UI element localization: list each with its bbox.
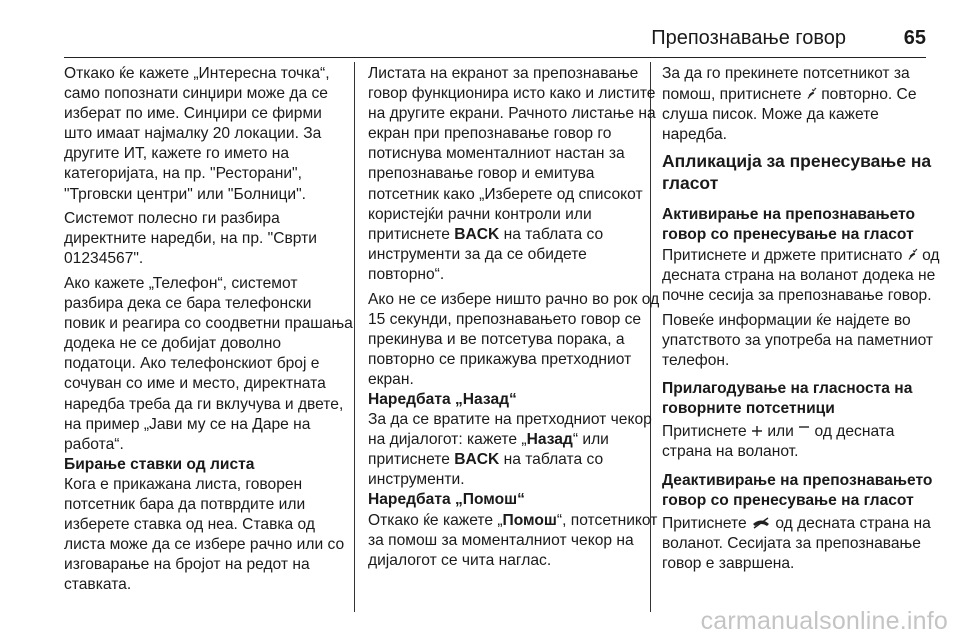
paragraph: Кога е прикажана листа, говорен потсетник бара да потврдите или изберете ставка од неа. Ставка од листа може да се избере рачно или со изговарање на бројот на редот на ставката. (64, 475, 345, 594)
plus-icon (751, 422, 763, 440)
column-middle (368, 64, 660, 575)
nazad-command: Назад (526, 431, 573, 449)
section-heading: Активирање на препознавањето говор со пренесување на гласот (662, 205, 916, 243)
back-key-label: BACK (454, 225, 500, 243)
section-heading: Деактивирање на препознавањето говор со пренесување на гласот (662, 471, 933, 509)
column-right (662, 64, 942, 578)
page-header (64, 24, 926, 58)
watermark: carmanualsonline.info (700, 607, 948, 635)
paragraph: Ако не се избере ништо рачно во рок од 15 секунди, препознавањето говор се прекинува и ве потсетува порака, а повторно се прикажува претходниот екран. (368, 290, 660, 388)
paragraph: Откако ќе кажете „Помош“, потсетникот за помош за моменталниот чекор на дијалогот се чита наглас. (368, 511, 658, 569)
column-divider (354, 62, 355, 612)
minus-icon (798, 422, 810, 440)
paragraph: За да го прекинете потсетникот за помош, притиснете повторно. Се слуша писок. Може да кажете наредба. (662, 65, 917, 144)
paragraph: Откако ќе кажете „Интересна точка“, само попознати синџири може да се изберат по име. Синџири се фирми што имаат најмалку 20 локации. За другите ИТ, кажете го името на категоријата, на пр. "Ресторани", "Трговски центри" или "Болници". (64, 65, 330, 203)
voice-button-icon (907, 246, 918, 264)
section-heading: Наредбата „Назад“ (368, 391, 517, 408)
paragraph: Листата на екранот за препознавање говор функционира исто како и листите на другите екрани. Рачното листање на екран при препознавање говор го потиснува моменталниот настан за препознавање говор и емитува потсетник како „Изберете од списокот користејќи рачни контроли или притиснете BACK на таблата со инструменти за да се обидете повторно“. (368, 65, 656, 283)
page-title: Препознавање говор (651, 27, 846, 49)
column-left (64, 64, 354, 600)
paragraph: Притиснете и држете притиснато од десната страна на воланот додека не почне сесија за препознавање говор. (662, 247, 940, 305)
paragraph: Притиснете или од десната страна на воланот. (662, 423, 895, 461)
header-rule (64, 57, 926, 58)
paragraph: Притиснете од десната страна на воланот. Сесијата за препознавање говор е завршена. (662, 514, 931, 572)
back-key-label: BACK (454, 451, 500, 469)
voice-button-icon (806, 85, 817, 103)
section-heading: Бирање ставки од листа (64, 455, 255, 473)
paragraph: Системот полесно ги разбира директните наредби, на пр. "Сврти 01234567". (64, 210, 317, 268)
hang-up-icon (751, 514, 771, 532)
page-number: 65 (903, 27, 926, 49)
pomosh-command: Помош (502, 511, 557, 529)
paragraph: Повеќе информации ќе најдете во упатството за употреба на паметниот телефон. (662, 311, 934, 370)
section-title: Апликација за пренесување на гласот (662, 150, 932, 193)
section-heading: Наредбата „Помош“ (368, 491, 525, 509)
paragraph: Ако кажете „Телефон“, системот разбира дека се бара телефонски повик и реагира со соодветни прашања додека не се добијат доволно податоци. Ако телефонскиот број е сочуван со име и место, директната наредба треба да ги вклучува и двете, на пример „Јави му се на Даре на работа“. (64, 274, 353, 453)
section-heading: Прилагодување на гласноста на говорните потсетници (662, 380, 913, 418)
paragraph: За да се вратите на претходниот чекор на дијалогот: кажете „Назад“ или притиснете BACK на таблата со инструменти. (368, 411, 652, 489)
